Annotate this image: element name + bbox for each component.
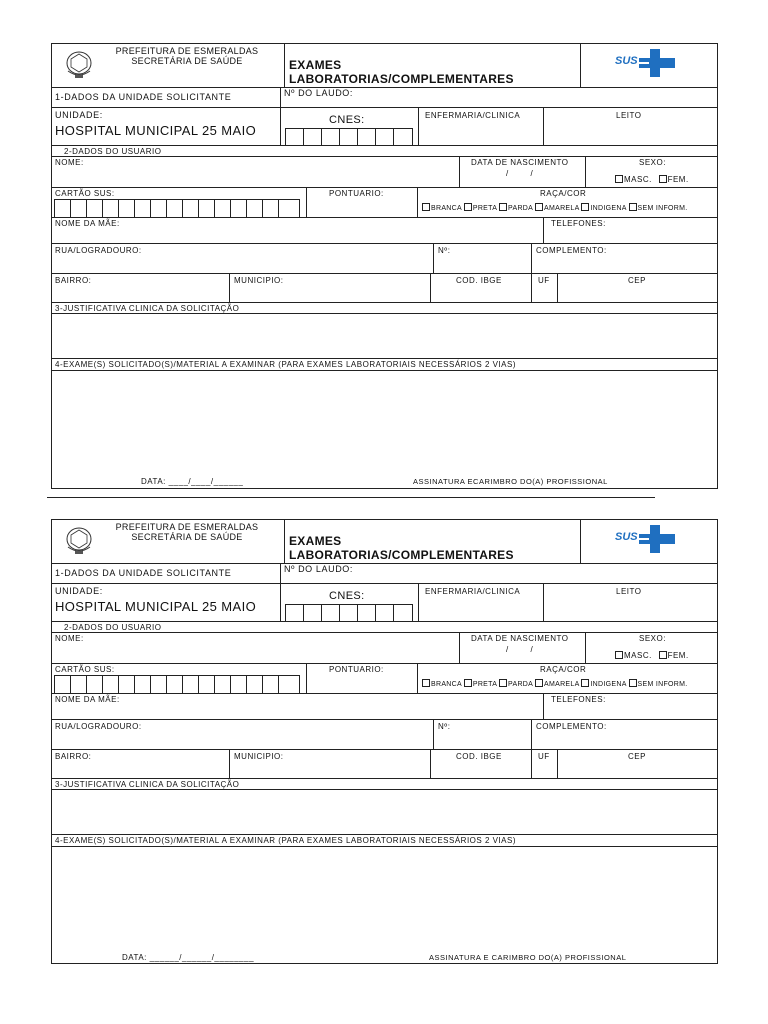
preta-checkbox[interactable] (464, 679, 472, 687)
mae-label[interactable]: NOME DA MÃE: (55, 219, 120, 228)
complemento-field[interactable] (531, 720, 717, 749)
leito-field[interactable] (543, 584, 717, 621)
section-2-title: 2-DADOS DO USUARIO (64, 147, 162, 156)
title-line-1: EXAMES (289, 534, 342, 548)
form-copy-1 (51, 43, 718, 489)
section-2-row (52, 622, 717, 633)
mae-label[interactable]: NOME DA MÃE: (55, 695, 120, 704)
nascimento-slashes: / / (506, 169, 534, 178)
raca-field (417, 188, 717, 217)
form-title (284, 44, 581, 88)
raca-option-label: SEM INFORM. (637, 681, 688, 688)
raca-option-label: INDIGENA (590, 205, 627, 212)
nome-row (52, 157, 717, 188)
section-1-title: 1-DADOS DA UNIDADE SOLICITANTE (55, 568, 232, 578)
cartao-row (52, 188, 717, 218)
cnes-boxes[interactable] (285, 128, 413, 145)
enfermaria-field[interactable] (418, 108, 543, 145)
enfermaria-label: ENFERMARIA/CLINICA (425, 111, 521, 120)
org-name (102, 46, 272, 66)
complemento-label: COMPLEMENTO: (536, 246, 607, 255)
rua-row (52, 720, 717, 750)
section-4-title: 4-EXAME(S) SOLICITADO(S)/MATERIAL A EXAMINAR (PARA EXAMES LABORATORIAIS NECESSÁRIOS 2 VIAS) (55, 360, 517, 369)
branca-checkbox[interactable] (422, 679, 430, 687)
raca-label: RAÇA/COR (540, 665, 587, 674)
complemento-field[interactable] (531, 244, 717, 273)
sus-logo-text: SUS (615, 531, 638, 543)
nome-label: NOME: (55, 158, 84, 167)
leito-label: LEITO (616, 111, 642, 120)
uf-field[interactable] (531, 750, 557, 778)
section-1-title: 1-DADOS DA UNIDADE SOLICITANTE (55, 92, 232, 102)
org-line-1: PREFEITURA DE ESMERALDAS (115, 46, 259, 56)
section-2-row (52, 146, 717, 157)
uf-label: UF (538, 276, 550, 285)
cep-field[interactable] (557, 274, 717, 302)
pontuario-field[interactable] (306, 664, 417, 693)
sexo-label: SEXO: (639, 634, 666, 643)
section-2-title: 2-DADOS DO USUARIO (64, 623, 162, 632)
raca-field (417, 664, 717, 693)
title-line-1: EXAMES (289, 58, 342, 72)
cut-line-divider (47, 497, 655, 498)
sexo-field (585, 633, 717, 663)
raca-option-label: BRANCA (431, 681, 462, 688)
indigena-checkbox[interactable] (581, 203, 589, 211)
cnes-field[interactable] (280, 584, 418, 621)
raca-option-label: AMARELA (544, 205, 580, 212)
pontuario-field[interactable] (306, 188, 417, 217)
raca-options (422, 679, 688, 688)
raca-option-label: PRETA (472, 681, 497, 688)
form-header (52, 520, 717, 564)
nascimento-field[interactable] (459, 157, 585, 187)
form-title (284, 520, 581, 564)
assinatura-label: ASSINATURA E CARIMBRO DO(A) PROFISSIONAL (429, 953, 627, 962)
section-3-title: 3-JUSTIFICATIVA CLINICA DA SOLICITAÇÃO (55, 304, 240, 313)
sexo-field (585, 157, 717, 187)
mae-row (52, 694, 717, 720)
raca-options (422, 203, 688, 212)
amarela-checkbox[interactable] (535, 679, 543, 687)
raca-option-label: PARDA (508, 681, 533, 688)
nascimento-slashes: / / (506, 645, 534, 654)
section-4-title-row (52, 835, 717, 847)
laudo-field[interactable] (280, 564, 717, 583)
section-4-title-row (52, 359, 717, 371)
fem-checkbox[interactable] (659, 651, 667, 659)
preta-checkbox[interactable] (464, 203, 472, 211)
raca-option-label: AMARELA (544, 681, 580, 688)
enfermaria-field[interactable] (418, 584, 543, 621)
cep-field[interactable] (557, 750, 717, 778)
form-copy-2 (51, 519, 718, 964)
assinatura-label: ASSINATURA ECARIMBRO DO(A) PROFISSIONAL (413, 477, 608, 486)
unidade-row (52, 108, 717, 146)
ibge-label: COD. IBGE (456, 752, 502, 761)
municipio-field[interactable] (229, 274, 430, 302)
cartao-label: CARTÃO SUS: (55, 189, 115, 198)
raca-option-label: SEM INFORM. (637, 205, 688, 212)
ibge-field[interactable] (430, 750, 531, 778)
municipal-seal-icon (64, 525, 94, 557)
raca-option-label: PRETA (472, 205, 497, 212)
parda-checkbox[interactable] (499, 203, 507, 211)
ibge-field[interactable] (430, 274, 531, 302)
unidade-label: UNIDADE: (55, 110, 103, 120)
section-1-row (52, 564, 717, 584)
sus-cross-icon (639, 49, 677, 77)
leito-field[interactable] (543, 108, 717, 145)
masc-checkbox[interactable] (615, 651, 623, 659)
complemento-label: COMPLEMENTO: (536, 722, 607, 731)
cartao-sus-boxes[interactable] (54, 675, 300, 694)
telefones-field[interactable] (543, 694, 717, 719)
unidade-value: HOSPITAL MUNICIPAL 25 MAIO (55, 123, 257, 138)
data-field[interactable]: DATA: ____/____/______ (141, 477, 244, 486)
numero-label: Nº: (438, 722, 451, 731)
title-line-2: LABORATORIAS/COMPLEMENTARES (289, 72, 514, 86)
org-line-1: PREFEITURA DE ESMERALDAS (115, 522, 259, 532)
nome-row (52, 633, 717, 664)
section-3-title-row (52, 779, 717, 790)
raca-option-label: INDIGENA (590, 681, 627, 688)
org-line-2: SECRETÁRIA DE SAÚDE (131, 532, 243, 542)
nascimento-label: DATA DE NASCIMENTO (471, 158, 569, 167)
raca-label: RAÇA/COR (540, 189, 587, 198)
nascimento-label: DATA DE NASCIMENTO (471, 634, 569, 643)
bairro-row (52, 750, 717, 779)
cartao-label: CARTÃO SUS: (55, 665, 115, 674)
municipal-seal-icon (64, 49, 94, 81)
cep-label: CEP (628, 276, 646, 285)
branca-checkbox[interactable] (422, 203, 430, 211)
form-header (52, 44, 717, 88)
title-line-2: LABORATORIAS/COMPLEMENTARES (289, 548, 514, 562)
unidade-row (52, 584, 717, 622)
cep-label: CEP (628, 752, 646, 761)
cnes-label: CNES: (329, 114, 365, 126)
municipio-label: MUNICIPIO: (234, 752, 284, 761)
masc-label: MASC. (624, 651, 652, 660)
fem-label: FEM. (667, 175, 689, 184)
sus-cross-icon (639, 525, 677, 553)
nome-label: NOME: (55, 634, 84, 643)
cnes-boxes[interactable] (285, 604, 413, 621)
cartao-sus-boxes[interactable] (54, 199, 300, 218)
telefones-field[interactable] (543, 218, 717, 243)
municipio-field[interactable] (229, 750, 430, 778)
masc-checkbox[interactable] (615, 175, 623, 183)
org-name (102, 522, 272, 542)
numero-label: Nº: (438, 246, 451, 255)
municipio-label: MUNICIPIO: (234, 276, 284, 285)
bairro-label: BAIRRO: (55, 276, 92, 285)
unidade-value: HOSPITAL MUNICIPAL 25 MAIO (55, 599, 257, 614)
cnes-label: CNES: (329, 590, 365, 602)
numero-field[interactable] (433, 720, 531, 749)
telefones-label: TELEFONES: (551, 695, 606, 704)
fem-label: FEM. (667, 651, 689, 660)
sexo-label: SEXO: (639, 158, 666, 167)
section-1-row (52, 88, 717, 108)
section-3-title: 3-JUSTIFICATIVA CLINICA DA SOLICITAÇÃO (55, 780, 240, 789)
bairro-row (52, 274, 717, 303)
leito-label: LEITO (616, 587, 642, 596)
indigena-checkbox[interactable] (581, 679, 589, 687)
justificativa-area[interactable] (52, 314, 717, 359)
pontuario-label: PONTUARIO: (329, 189, 384, 198)
ibge-label: COD. IBGE (456, 276, 502, 285)
data-field[interactable]: DATA: ______/______/________ (122, 953, 255, 962)
raca-option-label: BRANCA (431, 205, 462, 212)
sem-inform-checkbox[interactable] (629, 679, 637, 687)
justificativa-area[interactable] (52, 790, 717, 835)
exames-area[interactable] (52, 371, 717, 474)
fem-checkbox[interactable] (659, 175, 667, 183)
cartao-row (52, 664, 717, 694)
enfermaria-label: ENFERMARIA/CLINICA (425, 587, 521, 596)
section-3-title-row (52, 303, 717, 314)
rua-label: RUA/LOGRADOURO: (55, 722, 142, 731)
laudo-field[interactable] (280, 88, 717, 107)
masc-label: MASC. (624, 175, 652, 184)
laudo-label: Nº DO LAUDO: (284, 564, 353, 574)
sus-logo-text: SUS (615, 55, 638, 67)
sem-inform-checkbox[interactable] (629, 203, 637, 211)
rua-row (52, 244, 717, 274)
numero-field[interactable] (433, 244, 531, 273)
exames-area[interactable] (52, 847, 717, 950)
unidade-label: UNIDADE: (55, 586, 103, 596)
org-line-2: SECRETÁRIA DE SAÚDE (131, 56, 243, 66)
raca-option-label: PARDA (508, 205, 533, 212)
rua-label: RUA/LOGRADOURO: (55, 246, 142, 255)
nascimento-field[interactable] (459, 633, 585, 663)
telefones-label: TELEFONES: (551, 219, 606, 228)
pontuario-label: PONTUARIO: (329, 665, 384, 674)
uf-label: UF (538, 752, 550, 761)
amarela-checkbox[interactable] (535, 203, 543, 211)
laudo-label: Nº DO LAUDO: (284, 88, 353, 98)
section-4-title: 4-EXAME(S) SOLICITADO(S)/MATERIAL A EXAMINAR (PARA EXAMES LABORATORIAIS NECESSÁRIOS 2 VIAS) (55, 836, 517, 845)
parda-checkbox[interactable] (499, 679, 507, 687)
mae-row (52, 218, 717, 244)
uf-field[interactable] (531, 274, 557, 302)
bairro-label: BAIRRO: (55, 752, 92, 761)
cnes-field[interactable] (280, 108, 418, 145)
